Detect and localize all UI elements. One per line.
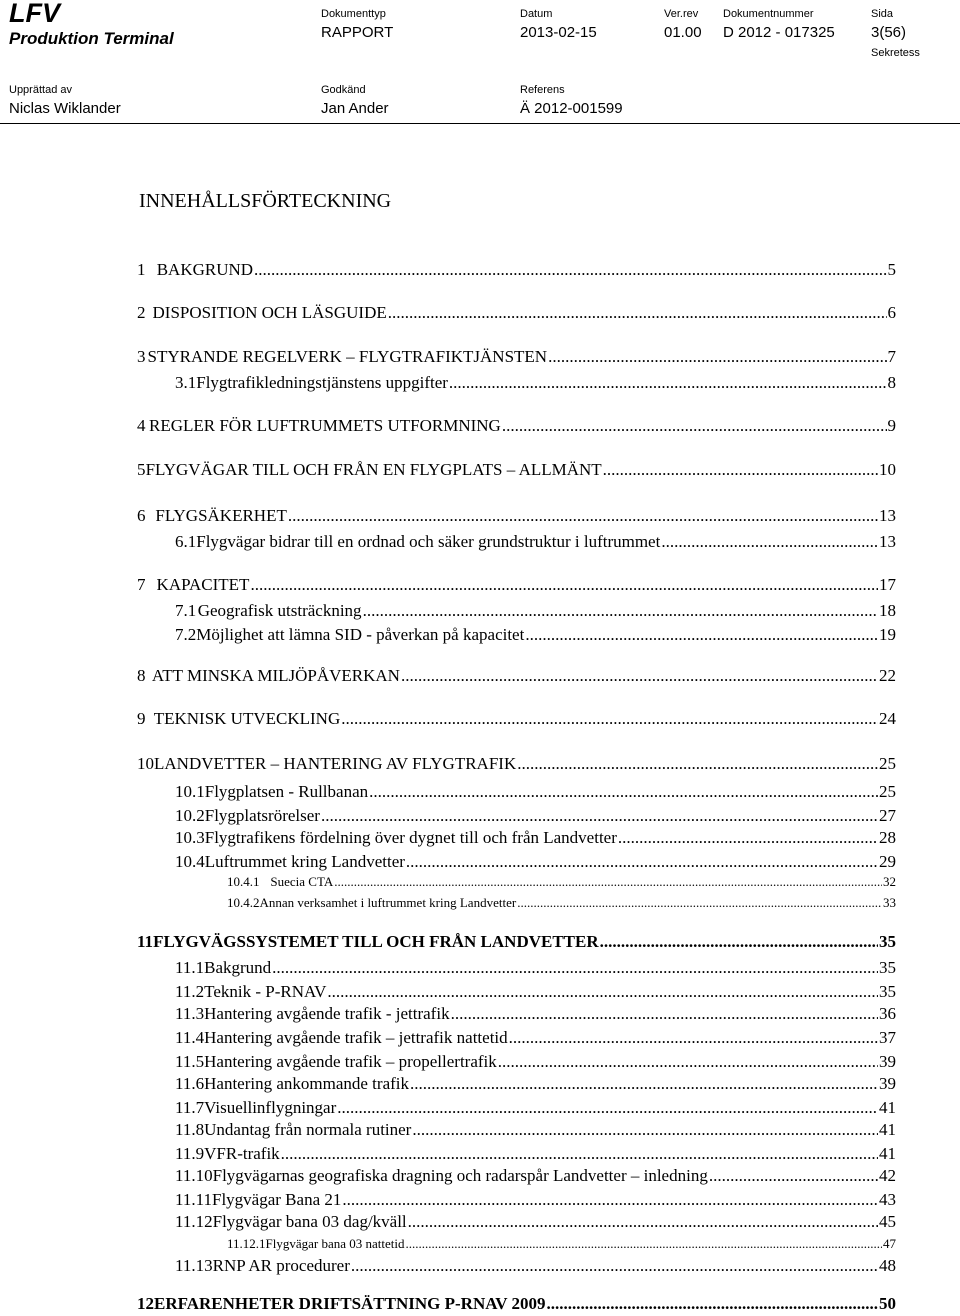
- toc-dot-leader: [509, 1028, 878, 1048]
- toc-entry-number: 1: [137, 260, 146, 279]
- toc-dot-leader: [451, 1004, 878, 1024]
- toc-entry-page: 7: [887, 347, 896, 366]
- toc-entry-page: 5: [887, 260, 896, 279]
- approved-value: Jan Ander: [321, 100, 389, 117]
- toc-dot-leader: [321, 806, 878, 826]
- toc-entry-page: 33: [883, 895, 896, 910]
- toc-entry[interactable]: [175, 852, 896, 874]
- toc-entry-page: 10: [879, 460, 896, 479]
- toc-entry-page: 41: [879, 1144, 896, 1163]
- toc-entry[interactable]: [137, 303, 896, 325]
- toc-dot-leader: [351, 1256, 878, 1276]
- doc-number-value: D 2012 - 017325: [723, 24, 835, 41]
- toc-dot-leader: [548, 347, 886, 367]
- toc-dot-leader: [254, 260, 886, 280]
- toc-dot-leader: [709, 1166, 878, 1186]
- toc-entry-title: Flygvägar bana 03 dag/kväll: [212, 1212, 407, 1231]
- toc-entry-title: Hantering ankommande trafik: [204, 1074, 409, 1093]
- toc-entry-page: 18: [879, 601, 896, 620]
- toc-entry-page: 41: [879, 1098, 896, 1117]
- toc-entry-page: 22: [879, 666, 896, 685]
- toc-entry[interactable]: [137, 666, 896, 688]
- toc-entry-number: 11.10: [175, 1166, 213, 1185]
- toc-entry-title: DISPOSITION OCH LÄSGUIDE: [152, 303, 387, 322]
- toc-dot-leader: [517, 754, 878, 774]
- toc-entry-page: 35: [879, 932, 896, 951]
- toc-entry[interactable]: [175, 782, 896, 804]
- toc-entry-number: 11.11: [175, 1190, 212, 1209]
- reference-label: Referens: [520, 84, 565, 96]
- reference-value: Ä 2012-001599: [520, 100, 623, 117]
- toc-entry[interactable]: [175, 1212, 896, 1234]
- toc-entry-number: 11.12.1: [227, 1236, 266, 1251]
- toc-dot-leader: [250, 575, 878, 595]
- toc-entry-number: 11.8: [175, 1120, 205, 1139]
- date-label: Datum: [520, 8, 553, 20]
- toc-entry-title: Bakgrund: [204, 958, 272, 977]
- toc-entry-page: 19: [879, 625, 896, 644]
- toc-entry-title: FLYGVÄGSSYSTEMET TILL OCH FRÅN LANDVETTER: [153, 932, 599, 951]
- toc-entry-number: 11: [137, 932, 154, 951]
- toc-entry-title: Flygtrafikens fördelning över dygnet till och från Landvetter: [204, 828, 617, 847]
- toc-entry[interactable]: [137, 506, 896, 528]
- toc-entry-number: 11.6: [175, 1074, 205, 1093]
- toc-entry[interactable]: [227, 1236, 896, 1258]
- toc-entry-title: Undantag från normala rutiner: [204, 1120, 412, 1139]
- toc-entry-page: 42: [879, 1166, 896, 1185]
- toc-dot-leader: [363, 601, 878, 621]
- toc-entry-page: 36: [879, 1004, 896, 1023]
- toc-entry-title: FLYGVÄGAR TILL OCH FRÅN EN FLYGPLATS – ALLMÄNT: [145, 460, 602, 479]
- toc-entry-title: REGLER FÖR LUFTRUMMETS UTFORMNING: [148, 416, 501, 435]
- toc-entry-title: ATT MINSKA MILJÖPÅVERKAN: [151, 666, 400, 685]
- toc-entry-number: 10.1: [175, 782, 205, 801]
- toc-entry-page: 37: [879, 1028, 896, 1047]
- toc-entry-number: 5: [137, 460, 146, 479]
- toc-entry-number: 3.1: [175, 373, 197, 392]
- toc-dot-leader: [525, 625, 878, 645]
- toc-entry-title: Annan verksamhet i luftrummet kring Landvetter: [259, 895, 517, 910]
- toc-entry-number: 11.12: [175, 1212, 213, 1231]
- toc-entry-title: Flygtrafikledningstjänstens uppgifter: [196, 373, 448, 392]
- toc-dot-leader: [334, 874, 882, 890]
- toc-entry-title: Suecia CTA: [270, 874, 334, 889]
- toc-entry[interactable]: [227, 874, 896, 896]
- toc-entry-page: 45: [879, 1212, 896, 1231]
- lfv-logo: LFV: [9, 0, 60, 28]
- toc-entry-page: 8: [887, 373, 896, 392]
- toc-entry-page: 39: [879, 1074, 896, 1093]
- toc-entry[interactable]: [175, 806, 896, 828]
- toc-entry[interactable]: [227, 895, 896, 917]
- toc-entry-title: ERFARENHETER DRIFTSÄTTNING P-RNAV 2009: [154, 1294, 546, 1313]
- toc-entry-page: 27: [879, 806, 896, 825]
- toc-entry-page: 28: [879, 828, 896, 847]
- toc-entry-number: 10.2: [175, 806, 205, 825]
- toc-entry-number: 10.3: [175, 828, 205, 847]
- toc-entry-number: 8: [137, 666, 146, 685]
- toc-entry-number: 7.2: [175, 625, 197, 644]
- toc-entry[interactable]: [175, 1004, 896, 1026]
- toc-entry-number: 10.4.1: [227, 874, 260, 889]
- author-value: Niclas Wiklander: [9, 100, 121, 117]
- toc-entry-title: Luftrummet kring Landvetter: [204, 852, 405, 871]
- toc-entry[interactable]: [137, 260, 896, 282]
- toc-entry-number: 9: [137, 709, 146, 728]
- page-value: 3(56): [871, 24, 907, 41]
- toc-dot-leader: [412, 1120, 878, 1140]
- toc-entry-title: Visuellinflygningar: [204, 1098, 337, 1117]
- toc-entry-number: 6.1: [175, 532, 197, 551]
- toc-entry-number: 6: [137, 506, 146, 525]
- toc-entry-title: Hantering avgående trafik – jettrafik nattetid: [204, 1028, 508, 1047]
- approved-label: Godkänd: [321, 84, 366, 96]
- toc-entry-title: LANDVETTER – HANTERING AV FLYGTRAFIK: [154, 754, 517, 773]
- toc-dot-leader: [408, 1212, 878, 1232]
- toc-dot-leader: [517, 895, 882, 911]
- toc-dot-leader: [406, 1236, 882, 1252]
- toc-entry[interactable]: [175, 625, 896, 647]
- toc-entry-number: 11.2: [175, 982, 205, 1001]
- toc-entry[interactable]: [175, 1166, 896, 1188]
- toc-entry-number: 11.13: [175, 1256, 213, 1275]
- toc-entry[interactable]: [175, 1144, 896, 1166]
- toc-entry-title: Hantering avgående trafik - jettrafik: [204, 1004, 450, 1023]
- toc-dot-leader: [547, 1294, 878, 1314]
- toc-dot-leader: [341, 709, 878, 729]
- revision-label: Ver.rev: [664, 8, 699, 20]
- toc-dot-leader: [661, 532, 878, 552]
- page-label: Sida: [871, 8, 894, 20]
- toc-entry[interactable]: [137, 347, 896, 369]
- toc-entry[interactable]: [175, 1028, 896, 1050]
- toc-entry-title: Geografisk utsträckning: [197, 601, 362, 620]
- toc-entry-title: Teknik - P-RNAV: [204, 982, 327, 1001]
- toc-entry[interactable]: [175, 982, 896, 1004]
- toc-entry-page: 13: [879, 506, 896, 525]
- toc-dot-leader: [281, 1144, 878, 1164]
- toc-entry-page: 25: [879, 754, 896, 773]
- toc-entry-page: 6: [887, 303, 896, 322]
- toc-entry-number: 12: [137, 1294, 154, 1313]
- toc-entry-number: 11.3: [175, 1004, 205, 1023]
- toc-entry-title: STYRANDE REGELVERK – FLYGTRAFIKTJÄNSTEN: [147, 347, 548, 366]
- toc-dot-leader: [502, 416, 887, 436]
- toc-entry-page: 41: [879, 1120, 896, 1139]
- toc-entry-page: 50: [879, 1294, 896, 1313]
- secrecy-label: Sekretess: [871, 47, 920, 59]
- toc-entry-number: 11.4: [175, 1028, 205, 1047]
- toc-entry-title: KAPACITET: [156, 575, 250, 594]
- toc-dot-leader: [449, 373, 887, 393]
- toc-entry[interactable]: [137, 1294, 896, 1316]
- toc-entry-page: 32: [883, 874, 896, 889]
- toc-entry-number: 4: [137, 416, 146, 435]
- revision-value: 01.00: [664, 24, 702, 41]
- toc-entry-title: Flygplatsrörelser: [204, 806, 320, 825]
- toc-entry[interactable]: [175, 958, 896, 980]
- toc-dot-leader: [272, 958, 878, 978]
- toc-entry-number: 10.4: [175, 852, 205, 871]
- toc-entry-number: 7: [137, 575, 146, 594]
- toc-entry-page: 9: [887, 416, 896, 435]
- toc-entry-page: 17: [879, 575, 896, 594]
- toc-entry-number: 10: [137, 754, 154, 773]
- toc-entry-title: Flygplatsen - Rullbanan: [204, 782, 369, 801]
- toc-entry-title: Hantering avgående trafik – propellertrafik: [204, 1052, 497, 1071]
- toc-dot-leader: [388, 303, 887, 323]
- toc-entry-title: Flygvägar bidrar till en ordnad och säker grundstruktur i luftrummet: [196, 532, 661, 551]
- toc-entry[interactable]: [137, 754, 896, 776]
- toc-entry-title: VFR-trafik: [204, 1144, 280, 1163]
- toc-dot-leader: [406, 852, 878, 872]
- toc-entry-page: 25: [879, 782, 896, 801]
- doc-number-label: Dokumentnummer: [723, 8, 814, 20]
- toc-entry-page: 13: [879, 532, 896, 551]
- toc-entry-title: Möjlighet att lämna SID - påverkan på kapacitet: [196, 625, 525, 644]
- toc-entry[interactable]: [175, 1074, 896, 1096]
- toc-entry[interactable]: [137, 416, 896, 438]
- toc-entry[interactable]: [175, 1098, 896, 1120]
- toc-entry[interactable]: [137, 709, 896, 731]
- toc-entry[interactable]: [175, 601, 896, 623]
- toc-dot-leader: [498, 1052, 878, 1072]
- toc-entry-number: 11.9: [175, 1144, 205, 1163]
- toc-title: INNEHÅLLSFÖRTECKNING: [139, 190, 392, 212]
- toc-dot-leader: [369, 782, 878, 802]
- doc-type-value: RAPPORT: [321, 24, 394, 41]
- toc-entry-number: 10.4.2: [227, 895, 260, 910]
- toc-dot-leader: [337, 1098, 878, 1118]
- toc-dot-leader: [410, 1074, 878, 1094]
- toc-entry[interactable]: [175, 1256, 896, 1278]
- toc-dot-leader: [288, 506, 878, 526]
- toc-entry[interactable]: [175, 373, 896, 395]
- toc-entry-title: RNP AR procedurer: [212, 1256, 350, 1275]
- toc-dot-leader: [342, 1190, 878, 1210]
- doc-type-label: Dokumenttyp: [321, 8, 386, 20]
- author-label: Upprättad av: [9, 84, 72, 96]
- toc-entry[interactable]: [175, 1120, 896, 1142]
- toc-entry-title: FLYGSÄKERHET: [155, 506, 287, 525]
- toc-entry-number: 11.1: [175, 958, 205, 977]
- toc-entry-title: Flygvägar bana 03 nattetid: [265, 1236, 405, 1251]
- toc-dot-leader: [327, 982, 878, 1002]
- toc-entry-number: 11.5: [175, 1052, 205, 1071]
- toc-entry-title: Flygvägar Bana 21: [212, 1190, 342, 1209]
- toc-entry[interactable]: [175, 828, 896, 850]
- organization-unit: Produktion Terminal: [9, 29, 174, 48]
- toc-entry-number: 3: [137, 347, 146, 366]
- toc-entry[interactable]: [137, 932, 896, 954]
- toc-entry-page: 24: [879, 709, 896, 728]
- toc-dot-leader: [618, 828, 878, 848]
- toc-entry[interactable]: [175, 532, 896, 554]
- toc-dot-leader: [603, 460, 878, 480]
- toc-dot-leader: [401, 666, 878, 686]
- toc-entry-number: 7.1: [175, 601, 197, 620]
- toc-entry-page: 35: [879, 958, 896, 977]
- toc-entry[interactable]: [137, 575, 896, 597]
- toc-entry-page: 35: [879, 982, 896, 1001]
- toc-entry-page: 43: [879, 1190, 896, 1209]
- toc-entry-page: 29: [879, 852, 896, 871]
- toc-entry[interactable]: [137, 460, 896, 482]
- toc-entry-page: 47: [883, 1236, 896, 1251]
- toc-entry-number: 11.7: [175, 1098, 205, 1117]
- toc-entry[interactable]: [175, 1190, 896, 1212]
- toc-entry[interactable]: [175, 1052, 896, 1074]
- toc-dot-leader: [600, 932, 878, 952]
- toc-entry-title: BAKGRUND: [156, 260, 254, 279]
- date-value: 2013-02-15: [520, 24, 597, 41]
- toc-entry-title: Flygvägarnas geografiska dragning och radarspår Landvetter – inledning: [212, 1166, 708, 1185]
- toc-entry-number: 2: [137, 303, 146, 322]
- toc-entry-page: 48: [879, 1256, 896, 1275]
- toc-entry-page: 39: [879, 1052, 896, 1071]
- toc-entry-title: TEKNISK UTVECKLING: [153, 709, 341, 728]
